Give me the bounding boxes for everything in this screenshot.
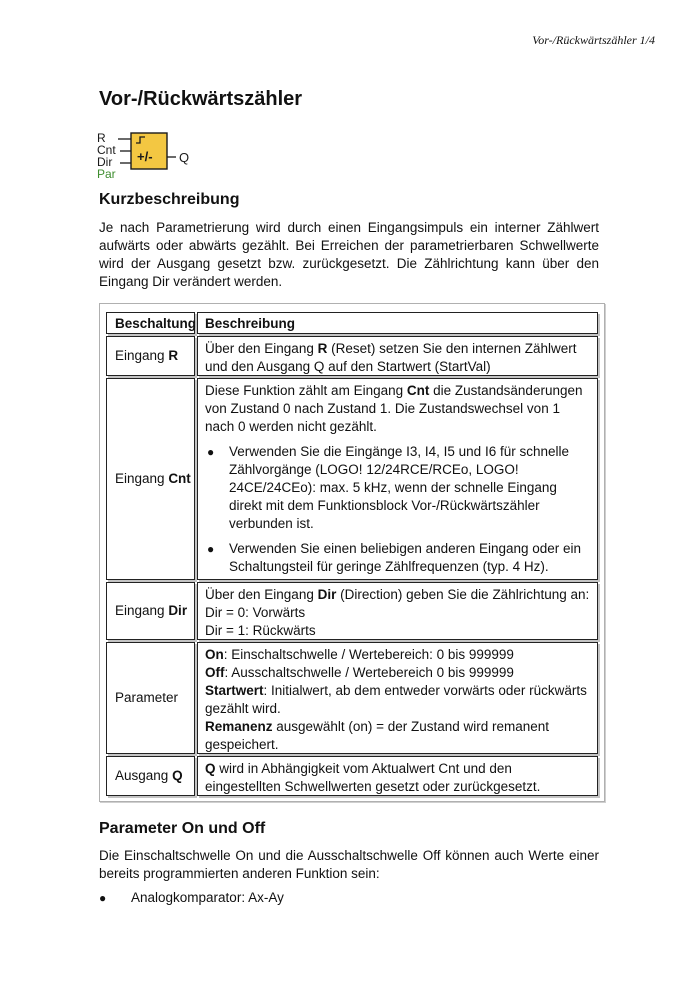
input-cnt-label: Cnt (97, 143, 116, 157)
cnt-bullet-2 (205, 540, 591, 576)
counter-function-block-symbol (96, 131, 196, 183)
bullet-icon: ● (207, 445, 215, 459)
row-parameter-label-text: Parameter (115, 690, 179, 705)
kurz-line-1: Je nach Parametrierung wird durch einen Eingangsimpuls ein interner Zählwert (99, 220, 599, 235)
parameter-on-off-text (99, 847, 599, 883)
row-dir-label-text: Eingang (115, 603, 165, 618)
header-col1-text: Beschaltung (115, 316, 197, 331)
table-header-beschaltung (106, 312, 195, 334)
par-start-b: Startwert (205, 683, 264, 698)
row-r-label (106, 336, 195, 376)
dir-l1c: (Direction) geben Sie die Zählrichtung an: (336, 587, 590, 602)
input-dir-label: Dir (97, 155, 113, 169)
parameter-on-off-heading: Parameter On und Off (99, 820, 266, 837)
par-start-t: : Initialwert, ab dem entweder vorwärts oder rückwärts (263, 683, 587, 698)
r-l2: und den Ausgang Q auf den Startwert (StartVal) (205, 359, 491, 374)
page-header: Vor-/Rückwärtszähler 1/4 (532, 33, 655, 47)
row-parameter-label (106, 642, 195, 754)
output-q-label: Q (179, 150, 190, 165)
r-l1c: (Reset) setzen Sie den internen Zählwert (327, 341, 577, 356)
function-label: +/- (137, 149, 153, 164)
bullet-icon: ● (207, 542, 215, 556)
cnt-l1a: Diese Funktion zählt am Eingang (205, 383, 407, 398)
cnt-b1-l4: direkt mit dem Funktionsblock Vor-/Rückwärtszähler (229, 498, 540, 513)
cnt-l2: von Zustand 0 nach Zustand 1. Die Zustandswechsel von 1 (205, 401, 560, 416)
par-on-b: On (205, 647, 224, 662)
page-title: Vor-/Rückwärtszähler (99, 88, 303, 110)
kurzbeschreibung-text (99, 219, 599, 291)
par-rem-t2: gespeichert. (205, 737, 279, 752)
row-dir-label (106, 582, 195, 640)
kurz-line-4: Eingang Dir verändert werden. (99, 274, 283, 289)
dir-l3: Dir = 1: Rückwärts (205, 623, 316, 638)
row-q-label (106, 756, 195, 796)
list-item-text: Analogkomparator: Ax-Ay (131, 890, 284, 905)
cnt-b1-l1: Verwenden Sie die Eingänge I3, I4, I5 und I6 für schnelle (229, 444, 569, 459)
cnt-l1c: die Zustandsänderungen (429, 383, 583, 398)
cnt-b1-l3: 24CE/24CEo): max. 5 kHz, wenn der schnelle Eingang (229, 480, 557, 495)
param-line-2: bereits programmierten anderen Funktion sein: (99, 866, 380, 881)
q-l2: eingestellten Schwellwerten gesetzt oder zurückgesetzt. (205, 779, 541, 794)
par-rem-t: ausgewählt (on) = der Zustand wird remanent (272, 719, 550, 734)
q-l1b: Q (205, 761, 216, 776)
par-start-t2: gezählt wird. (205, 701, 281, 716)
cnt-b1-l5: verbunden ist. (229, 516, 314, 531)
kurz-line-3: wird der Ausgang gesetzt bzw. zurückgesetzt. Die Zählrichtung kann über den (99, 256, 599, 271)
row-cnt-label-bold: Cnt (168, 471, 191, 486)
dir-l1b: Dir (317, 587, 337, 602)
row-r-label-text: Eingang (115, 348, 165, 363)
row-parameter-description (197, 642, 598, 754)
cnt-bullet-1 (205, 443, 591, 533)
dir-l1a: Über den Eingang (205, 587, 318, 602)
row-cnt-label (106, 378, 195, 580)
kurzbeschreibung-heading: Kurzbeschreibung (99, 191, 240, 208)
input-par-label: Par (97, 167, 116, 181)
description-table (99, 303, 605, 802)
row-r-description (197, 336, 598, 376)
kurz-line-2: aufwärts oder abwärts gezählt. Bei Erreichen der parametrierbaren Schwellwerte (99, 238, 599, 253)
par-off-t: : Ausschaltschwelle / Wertebereich 0 bis 999999 (224, 665, 514, 680)
par-on-t: : Einschaltschwelle / Wertebereich: 0 bis 999999 (223, 647, 514, 662)
param-line-1: Die Einschaltschwelle On und die Ausschaltschwelle Off können auch Werte einer (99, 848, 599, 863)
row-r-label-bold: R (168, 348, 179, 363)
cnt-l1b: Cnt (406, 383, 430, 398)
row-q-label-text: Ausgang (115, 768, 169, 783)
cnt-b2-l2: Schaltungsteil für geringe Zählfrequenzen (typ. 4 Hz). (229, 559, 549, 574)
row-q-description (197, 756, 598, 796)
table-header-beschreibung (197, 312, 598, 334)
row-cnt-description (197, 378, 598, 580)
cnt-l3: nach 0 werden nicht gezählt. (205, 419, 377, 434)
list-item (99, 889, 284, 907)
bullet-icon: ● (99, 891, 107, 905)
row-cnt-label-text: Eingang (115, 471, 165, 486)
row-dir-description (197, 582, 598, 640)
cnt-b1-l2: Zählvorgänge (LOGO! 12/24RCE/RCEo, LOGO! (229, 462, 519, 477)
row-dir-label-bold: Dir (168, 603, 188, 618)
row-q-label-bold: Q (172, 768, 183, 783)
par-rem-b: Remanenz (205, 719, 273, 734)
dir-l2: Dir = 0: Vorwärts (205, 605, 306, 620)
header-col2-text: Beschreibung (205, 316, 296, 331)
r-l1b: R (317, 341, 328, 356)
q-l1c: wird in Abhängigkeit vom Aktualwert Cnt und den (215, 761, 512, 776)
cnt-b2-l1: Verwenden Sie einen beliebigen anderen Eingang oder ein (229, 541, 582, 556)
par-off-b: Off (205, 665, 225, 680)
input-r-label: R (97, 131, 106, 145)
r-l1a: Über den Eingang (205, 341, 318, 356)
